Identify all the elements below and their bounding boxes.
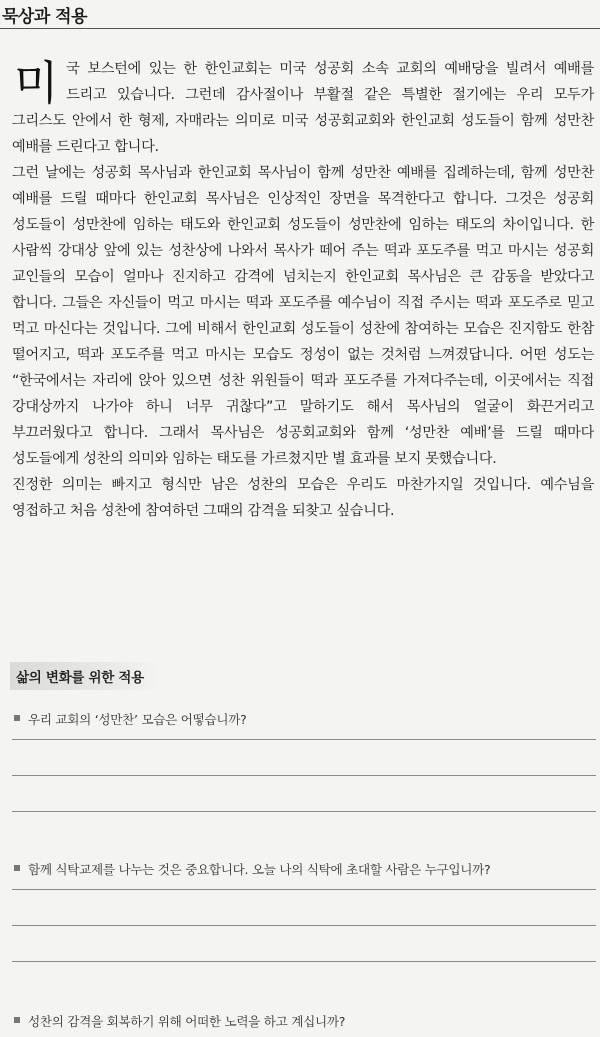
drop-cap: 미 bbox=[14, 56, 59, 110]
answer-line[interactable] bbox=[12, 889, 596, 890]
square-bullet-icon bbox=[14, 865, 20, 871]
section-title: 묵상과 적용 bbox=[2, 7, 88, 27]
answer-line[interactable] bbox=[12, 775, 596, 776]
paragraph-1-text: 국 보스턴에 있는 한 한인교회는 미국 성공회 소속 교회의 예배당을 빌려서 예배를 드리고 있습니다. 그런데 감사절이나 부활절 같은 특별한 절기에는 우리 모두가 그리스도 안에서 한 형제, 자매라는 의미로 미국 성공회교회와 한인교회 성도들이 함께 성만찬 예배를 드린다고 합니다. bbox=[12, 61, 594, 155]
question-1-text: 우리 교회의 ‘성만찬’ 모습은 어떻습니까? bbox=[28, 711, 247, 727]
square-bullet-icon bbox=[14, 715, 20, 721]
question-2-text: 함께 식탁교제를 나누는 것은 중요합니다. 오늘 나의 식탁에 초대할 사람은 누구입니까? bbox=[28, 861, 491, 877]
answer-line[interactable] bbox=[12, 739, 596, 740]
question-2 bbox=[12, 858, 596, 878]
answer-line[interactable] bbox=[12, 925, 596, 926]
question-1 bbox=[12, 708, 596, 728]
paragraph-1 bbox=[12, 56, 594, 160]
meditation-body bbox=[12, 56, 594, 524]
answer-line[interactable] bbox=[12, 961, 596, 962]
square-bullet-icon bbox=[14, 1017, 20, 1023]
paragraph-2: 그런 날에는 성공회 목사님과 한인교회 목사님이 함께 성만찬 예배를 집례하는데, 함께 성만찬 예배를 드릴 때마다 한인교회 목사님은 인상적인 장면을 목격한다고 합니다. 그것은 성공회 성도들이 성만찬에 임하는 태도와 한인교회 성도들이 성만찬에 임하는 태도의 차이입니다. 한 사람씩 강대상 앞에 있는 성찬상에 나와서 목사가 떼어 주는 떡과 포도주를 먹고 마시는 성공회 교인들의 모습이 얼마나 진지하고 감격에 넘치는지 한인교회 목사님은 큰 감동을 받았다고 합니다. 그들은 자신들이 먹고 마시는 떡과 포도주를 예수님이 직접 주시는 떡과 포도주로 믿고 먹고 마신다는 것입니다. 그에 비해서 한인교회 성도들이 성찬에 참여하는 모습은 진지함도 한참 떨어지고, 떡과 포도주를 먹고 마시는 모습도 정성이 없는 것처럼 느껴졌답니다. 어떤 성도는 “한국에서는 자리에 앉아 있으면 성찬 위원들이 떡과 포도주를 가져다주는데, 이곳에서는 직접 강대상까지 나가야 하니 너무 귀찮다”고 말하기도 해서 목사님의 얼굴이 화끈거리고 부끄러웠다고 합니다. 그래서 목사님은 성공회교회와 함께 ‘성만찬 예배’를 드릴 때마다 성도들에게 성찬의 의미와 임하는 태도를 가르쳤지만 별 효과를 보지 못했습니다. bbox=[12, 165, 594, 467]
question-3 bbox=[12, 1010, 596, 1030]
answer-line[interactable] bbox=[12, 811, 596, 812]
section-header bbox=[0, 0, 600, 30]
paragraph-3: 진정한 의미는 빠지고 형식만 남은 성찬의 모습은 우리도 마찬가지일 것입니다. 예수님을 영접하고 처음 성찬에 참여하던 그때의 감격을 되찾고 싶습니다. bbox=[12, 477, 594, 519]
header-divider bbox=[0, 28, 600, 29]
question-3-text: 성찬의 감격을 회복하기 위해 어떠한 노력을 하고 계십니까? bbox=[28, 1013, 346, 1029]
application-label: 삶의 변화를 위한 적용 bbox=[10, 662, 160, 690]
